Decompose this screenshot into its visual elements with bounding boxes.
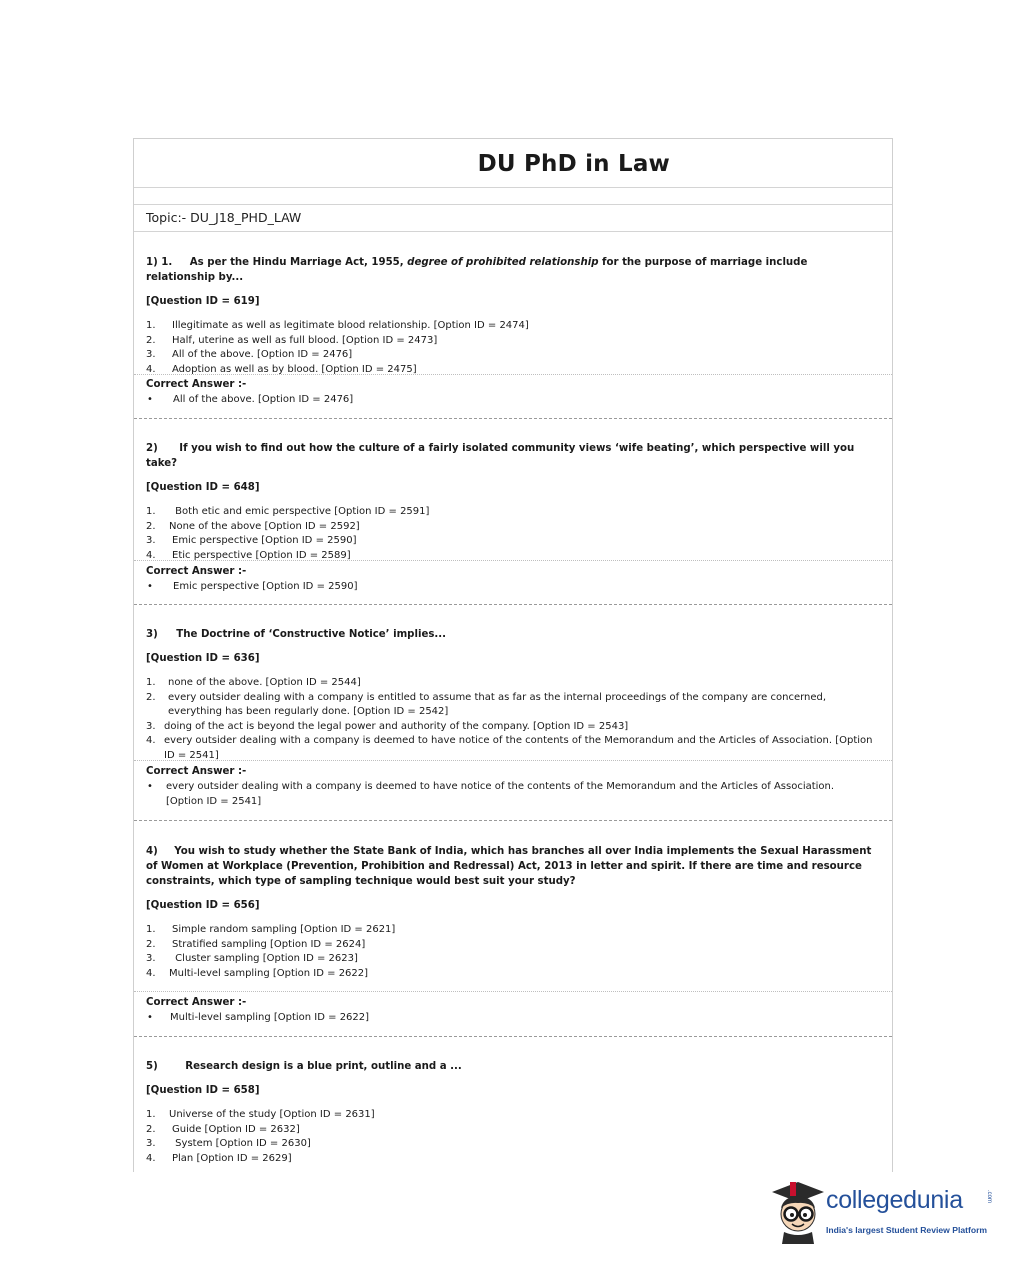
question-id: [Question ID = 636] bbox=[146, 653, 260, 664]
logo-domain: .com bbox=[986, 1190, 992, 1204]
option-item: 4. Multi-level sampling [Option ID = 2622] bbox=[146, 967, 369, 979]
divider bbox=[134, 760, 892, 761]
page-title: DU PhD in Law bbox=[477, 151, 670, 177]
question-number: 3) bbox=[146, 629, 158, 640]
correct-answer-label: Correct Answer :- bbox=[146, 379, 247, 390]
correct-answer-label: Correct Answer :- bbox=[146, 566, 247, 577]
question-number: 2) bbox=[146, 443, 158, 454]
option-item: 1. Both etic and emic perspective [Option ID = 2591] bbox=[146, 506, 430, 517]
correct-answer: Correct Answer :- • every outsider dealing with a company is deemed to have notice of the contents of the Memorandum and the Articles of Association. [Option ID = 2541] bbox=[146, 766, 876, 809]
question-text: 5) Research design is a blue print, outline and a ... bbox=[146, 1061, 462, 1072]
mascot-icon bbox=[768, 1178, 826, 1248]
question-id: [Question ID = 648] bbox=[146, 482, 260, 493]
option-item: 1. none of the above. [Option ID = 2544] bbox=[146, 677, 361, 688]
logo-wordmark: collegedunia bbox=[826, 1186, 963, 1214]
question-separator bbox=[134, 1036, 892, 1037]
option-item: 4. every outsider dealing with a company is deemed to have notice of the contents of the Memorandum and the Articles of Association. [Option ID = 2541] bbox=[146, 735, 873, 761]
question-id: [Question ID = 619] bbox=[146, 296, 260, 307]
divider bbox=[134, 187, 892, 188]
divider bbox=[134, 991, 892, 992]
question-number: 4) bbox=[146, 846, 158, 857]
option-item: 1. Simple random sampling [Option ID = 2621] bbox=[146, 924, 396, 935]
option-item: 3. System [Option ID = 2630] bbox=[146, 1138, 311, 1150]
correct-answer: Correct Answer :- • All of the above. [Option ID = 2476] bbox=[146, 379, 876, 408]
question-5 bbox=[146, 1059, 876, 1166]
option-item: 3. Emic perspective [Option ID = 2590] bbox=[146, 535, 357, 547]
option-item: 4. Adoption as well as by blood. [Option ID = 2475] bbox=[146, 363, 417, 375]
topic-label: Topic:- DU_J18_PHD_LAW bbox=[146, 210, 302, 225]
question-4 bbox=[146, 844, 876, 981]
divider bbox=[134, 374, 892, 375]
correct-answer: Correct Answer :- • Multi-level sampling [Option ID = 2622] bbox=[146, 997, 876, 1026]
option-item: 3. Cluster sampling [Option ID = 2623] bbox=[146, 953, 358, 965]
divider bbox=[134, 231, 892, 232]
correct-answer-label: Correct Answer :- bbox=[146, 997, 247, 1008]
question-paper bbox=[133, 138, 893, 1172]
options-list bbox=[146, 1108, 876, 1166]
question-text: 1) 1. As per the Hindu Marriage Act, 1955, degree of prohibited relationship for the purpose of marriage include relationship by... bbox=[146, 257, 808, 283]
option-item: 2. None of the above [Option ID = 2592] bbox=[146, 520, 360, 532]
question-number: 5) bbox=[146, 1061, 158, 1072]
option-item: 2. Guide [Option ID = 2632] bbox=[146, 1123, 300, 1135]
correct-answer-text: every outsider dealing with a company is deemed to have notice of the contents of the Memorandum and the Articles of Association. [Option ID = 2541] bbox=[166, 781, 835, 807]
question-id: [Question ID = 658] bbox=[146, 1085, 260, 1096]
options-list bbox=[146, 319, 876, 377]
question-separator bbox=[134, 418, 892, 419]
option-item: 2. Half, uterine as well as full blood. [Option ID = 2473] bbox=[146, 334, 438, 346]
question-id: [Question ID = 656] bbox=[146, 900, 260, 911]
correct-answer-text: Emic perspective [Option ID = 2590] bbox=[173, 581, 358, 592]
divider bbox=[134, 204, 892, 205]
options-list bbox=[146, 676, 876, 764]
question-1 bbox=[146, 255, 876, 377]
option-item: 3. All of the above. [Option ID = 2476] bbox=[146, 349, 353, 361]
question-text: 2) If you wish to find out how the culture of a fairly isolated community views ‘wife beating’, which perspective will you take? bbox=[146, 443, 855, 469]
question-number: 1) 1. bbox=[146, 257, 173, 268]
question-separator bbox=[134, 604, 892, 605]
question-separator bbox=[134, 820, 892, 821]
options-list bbox=[146, 923, 876, 981]
options-list bbox=[146, 505, 876, 563]
logo-tagline: India's largest Student Review Platform bbox=[826, 1225, 988, 1235]
option-item: 1. Universe of the study [Option ID = 2631] bbox=[146, 1109, 375, 1120]
correct-answer: Correct Answer :- • Emic perspective [Option ID = 2590] bbox=[146, 566, 876, 595]
correct-answer-text: Multi-level sampling [Option ID = 2622] bbox=[170, 1012, 370, 1023]
question-3 bbox=[146, 627, 876, 764]
collegedunia-logo bbox=[768, 1178, 998, 1248]
correct-answer-text: All of the above. [Option ID = 2476] bbox=[173, 394, 354, 405]
question-2 bbox=[146, 441, 876, 563]
correct-answer-label: Correct Answer :- bbox=[146, 766, 247, 777]
option-item: 3. doing of the act is beyond the legal power and authority of the company. [Option ID = 2543] bbox=[146, 720, 629, 732]
option-item: 2. Stratified sampling [Option ID = 2624] bbox=[146, 938, 366, 950]
question-text: 4) You wish to study whether the State Bank of India, which has branches all over India implements the Sexual Harassment of Women at Workplace (Prevention, Prohibition and Redressal) Act, 2013 in letter and spirit. If there are time and resource constraints, which type of sampling technique would best suit your study? bbox=[146, 846, 872, 887]
question-text: 3) The Doctrine of ‘Constructive Notice’ implies... bbox=[146, 629, 447, 640]
option-item: 4. Plan [Option ID = 2629] bbox=[146, 1152, 292, 1164]
option-item: 4. Etic perspective [Option ID = 2589] bbox=[146, 549, 351, 561]
option-item: 1. Illegitimate as well as legitimate blood relationship. [Option ID = 2474] bbox=[146, 320, 529, 331]
option-item: 2. every outsider dealing with a company is entitled to assume that as far as the internal proceedings of the company are concerned, everything has been regularly done. [Option ID = 2542] bbox=[146, 691, 827, 718]
divider bbox=[134, 560, 892, 561]
